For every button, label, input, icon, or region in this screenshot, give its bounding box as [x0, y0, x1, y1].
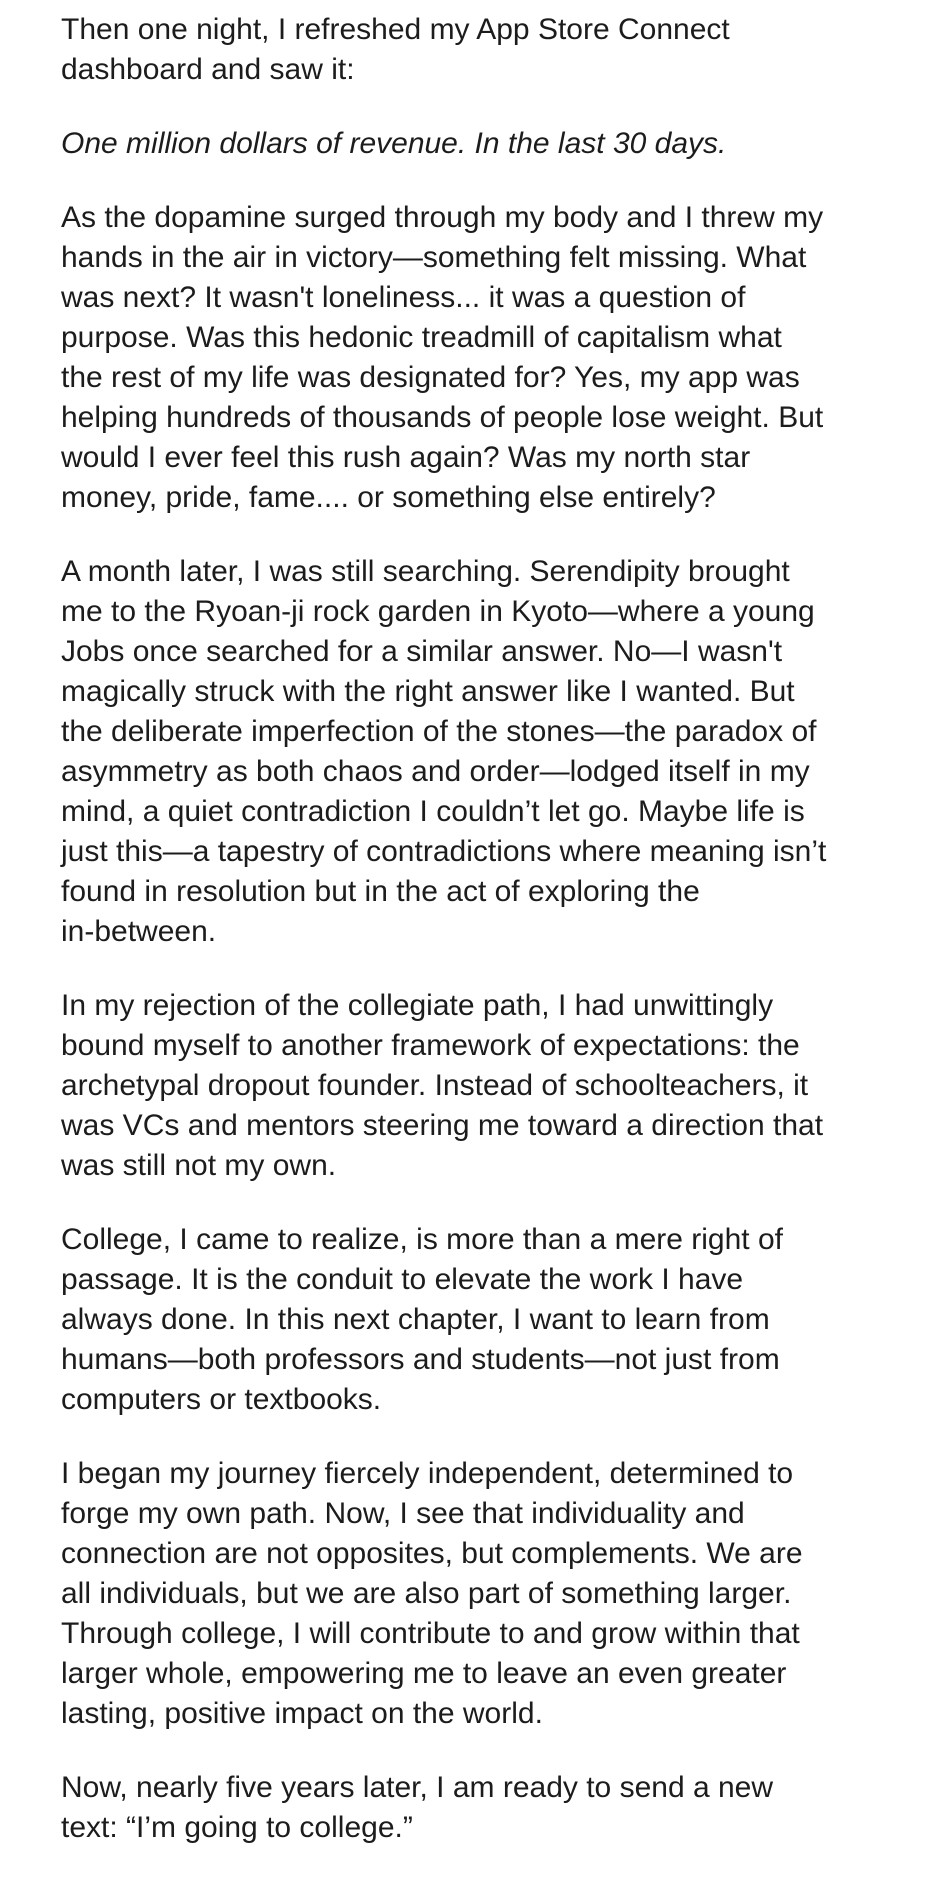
- paragraph-revenue-quote: One million dollars of revenue. In the last 30 days.: [61, 127, 727, 160]
- paragraph-kyoto: A month later, I was still searching. Serendipity brought me to the Ryoan-ji rock garden in Kyoto—where a young Jobs once searched for a similar answer. No—I wasn't magically struck with the right answer like I wanted. But the deliberate imperfection of the stones—the paradox of asymmetry as both chaos and order—lodged itself in my mind, a quiet contradiction I couldn’t let go. Maybe life is just this—a tapestry of contradictions where meaning isn’t found in resolution but in the act of exploring the in-between.: [61, 555, 827, 948]
- paragraph-conclusion: Now, nearly five years later, I am ready to send a new text: “I’m going to college.”: [61, 1771, 774, 1844]
- paragraph-rejection: In my rejection of the collegiate path, I had unwittingly bound myself to another framework of expectations: the archetypal dropout founder. Instead of schoolteachers, it was VCs and mentors steering me toward a direction that was still not my own.: [61, 989, 824, 1182]
- paragraph-college: College, I came to realize, is more than a mere right of passage. It is the conduit to elevate the work I have always done. In this next chapter, I want to learn from humans—both professors and students—not just from computers or textbooks.: [61, 1223, 783, 1416]
- essay-document: [61, 10, 881, 1882]
- paragraph-dashboard: Then one night, I refreshed my App Store Connect dashboard and saw it:: [61, 13, 730, 86]
- paragraph-journey: I began my journey fiercely independent, determined to forge my own path. Now, I see that individuality and connection are not opposites, but complements. We are all individuals, but we are also part of something larger. Through college, I will contribute to and grow within that larger whole, empowering me to leave an even greater lasting, positive impact on the world.: [61, 1457, 803, 1730]
- paragraph-dopamine: As the dopamine surged through my body and I threw my hands in the air in victory—something felt missing. What was next? It wasn't loneliness... it was a question of purpose. Was this hedonic treadmill of capitalism what the rest of my life was designated for? Yes, my app was helping hundreds of thousands of people lose weight. But would I ever feel this rush again? Was my north star money, pride, fame.... or something else entirely?: [61, 201, 824, 514]
